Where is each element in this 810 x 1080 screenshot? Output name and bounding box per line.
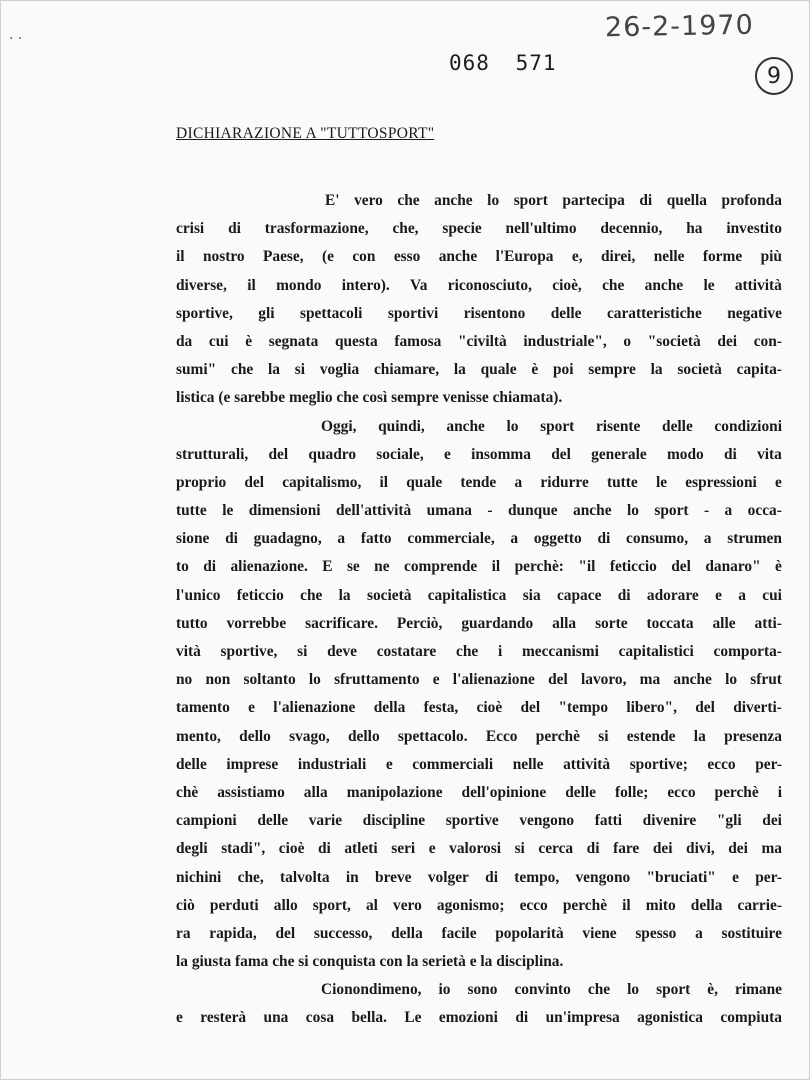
- text-line: diverse, il mondo intero). Va riconosciuto, cioè, che anche le attività: [176, 276, 782, 294]
- text-line: sumi" che la si voglia chiamare, la quale è poi sempre la società capita-: [176, 361, 782, 379]
- text-line: vità sportive, si deve costatare che i meccanismi capitalistici comporta-: [176, 643, 782, 660]
- text-line: delle imprese industriali e commerciali nelle attività sportive; ecco per-: [176, 755, 782, 773]
- text-line: degli stadi", cioè di atleti seri e valorosi si cerca di fare dei divi, dei ma: [176, 840, 782, 858]
- text-line: listica (e sarebbe meglio che così sempre venisse chiamata).: [176, 389, 563, 407]
- text-line: crisi di trasformazione, che, specie nell'ultimo decennio, ha investito: [176, 220, 782, 238]
- text-line: Cionondimeno, io sono convinto che lo sport è, rimane: [321, 981, 782, 999]
- text-line: sportive, gli spettacoli sportivi risentono delle caratteristiche negative: [176, 304, 782, 322]
- archive-number: 068 571: [449, 51, 557, 75]
- text-line: ciò perduti allo sport, al vero agonismo; ecco perchè il mito della carrie-: [176, 896, 782, 914]
- text-line: chè assistiamo alla manipolazione dell'opinione delle folle; ecco perchè i: [176, 783, 782, 801]
- text-line: tutte le dimensioni dell'attività umana - dunque anche lo sport - a occa-: [176, 502, 782, 520]
- text-line: nichini che, talvolta in breve volger di tempo, vengono "bruciati" e per-: [176, 868, 782, 886]
- text-line: no non soltanto lo sfruttamento e l'alienazione del lavoro, ma anche lo sfrut: [176, 671, 782, 689]
- text-line: la giusta fama che si conquista con la serietà e la disciplina.: [176, 953, 564, 971]
- handwritten-page-number: [755, 57, 793, 95]
- text-line: proprio del capitalismo, il quale tende a ridurre tutte le espressioni e: [176, 473, 782, 491]
- handwritten-date: 26-2-1970: [604, 9, 754, 44]
- text-line: strutturali, del quadro sociale, e insomma del generale modo di vita: [176, 445, 782, 463]
- text-line: E' vero che anche lo sport partecipa di quella profonda: [325, 192, 782, 209]
- document-heading: DICHIARAZIONE A "TUTTOSPORT": [176, 125, 435, 142]
- text-line: campioni delle varie discipline sportive vengono fatti divenire "gli dei: [176, 812, 782, 830]
- text-line: l'unico feticcio che la società capitalistica sia capace di adorare e a cui: [176, 586, 782, 604]
- page-number-text: 9: [767, 63, 781, 89]
- text-line: mento, dello svago, dello spettacolo. Ecco perchè si estende la presenza: [176, 727, 782, 745]
- scan-mark: · ·: [9, 31, 23, 47]
- text-line: to di alienazione. E se ne comprende il perchè: "il feticcio del danaro" è: [176, 558, 782, 576]
- text-line: da cui è segnata questa famosa "civiltà industriale", o "società dei con-: [176, 332, 782, 350]
- text-line: il nostro Paese, (e con esso anche l'Europa e, direi, nelle forme più: [176, 248, 782, 266]
- text-line: tamento e l'alienazione della festa, cioè del "tempo libero", del diverti-: [176, 699, 782, 717]
- document-body: [176, 187, 782, 1033]
- text-line: Oggi, quindi, anche lo sport risente delle condizioni: [321, 417, 782, 435]
- text-line: ra rapida, del successo, della facile popolarità viene spesso a sostituire: [176, 924, 782, 942]
- text-line: e resterà una cosa bella. Le emozioni di un'impresa agonistica compiuta: [176, 1009, 782, 1027]
- text-line: sione di guadagno, a fatto commerciale, a oggetto di consumo, a strumen: [176, 530, 782, 548]
- text-line: tutto vorrebbe sacrificare. Perciò, guardando alla sorte toccata alle atti-: [176, 614, 782, 632]
